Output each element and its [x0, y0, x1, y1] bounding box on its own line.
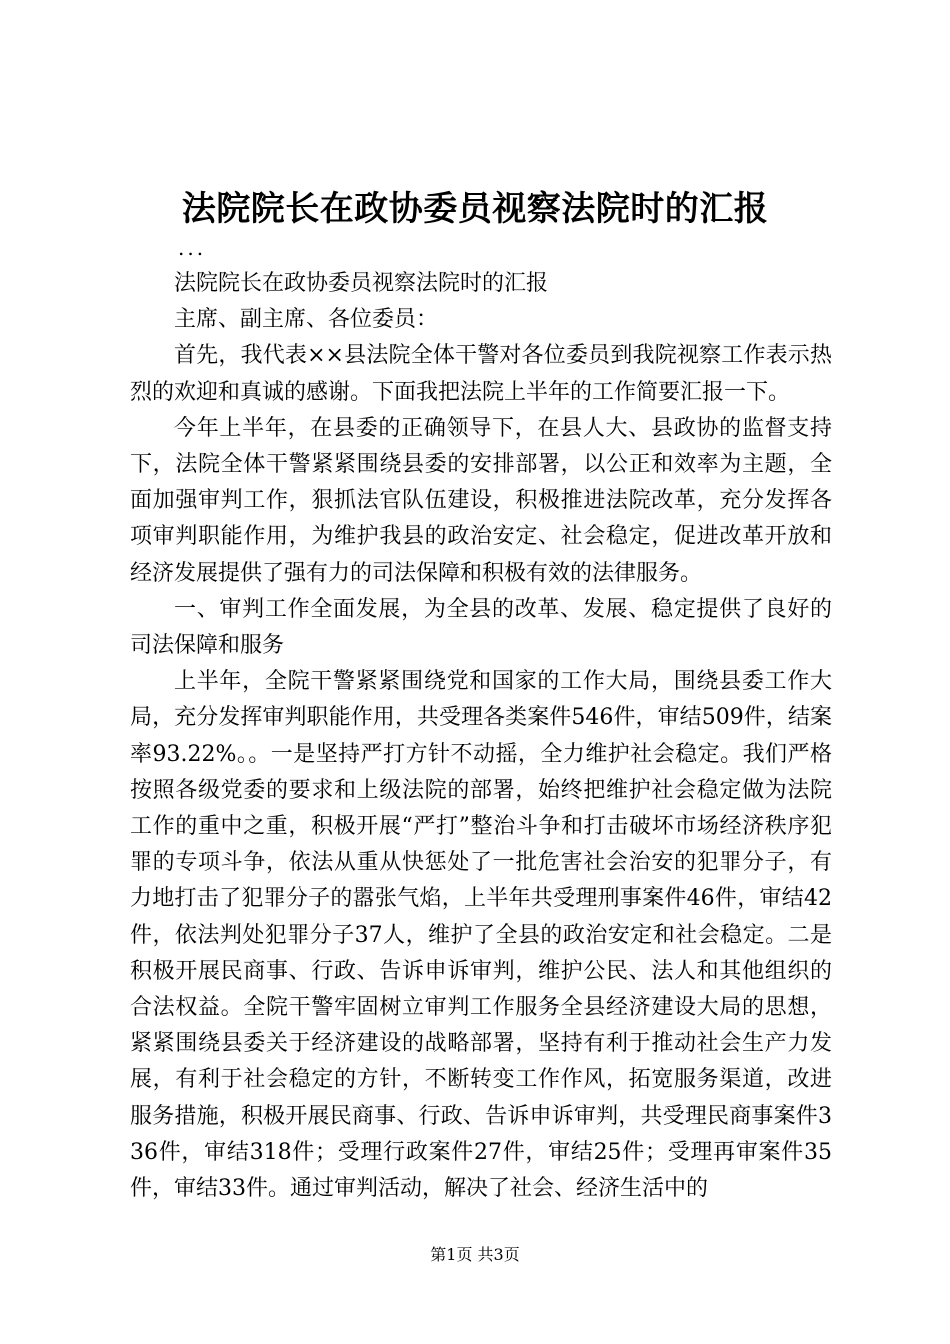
- paragraph-overview: 今年上半年，在县委的正确领导下，在县人大、县政协的监督支持下，法院全体干警紧紧围绕县委的安排部署，以公正和效率为主题，全面加强审判工作，狠抓法官队伍建设，积极推进法院改革，充分发挥各项审判职能作用，为维护我县的政治安定、社会稳定，促进改革开放和经济发展提供了强有力的司法保障和积极有效的法律服务。: [130, 415, 832, 586]
- paragraph-section-one-heading: 一、审判工作全面发展，为全县的改革、发展、稳定提供了良好的司法保障和服务: [130, 596, 832, 659]
- page-number-footer: 第1页 共3页: [430, 1245, 520, 1264]
- document-body: [130, 266, 832, 1207]
- document-title: 法院院长在政协委员视察法院时的汇报: [181, 189, 769, 229]
- ellipsis-marker: ...: [178, 236, 207, 260]
- paragraph-salutation: 主席、副主席、各位委员：: [174, 307, 439, 333]
- paragraph-opening: 首先，我代表××县法院全体干警对各位委员到我院视察工作表示热烈的欢迎和真诚的感谢。下面我把法院上半年的工作简要汇报一下。: [130, 343, 832, 405]
- paragraph-section-one-body: 上半年，全院干警紧紧围绕党和国家的工作大局，围绕县委工作大局，充分发挥审判职能作用，共受理各类案件546件，审结509件，结案率93.22%。。一是坚持严打方针不动摇，全力维护社会稳定。我们严格按照各级党委的要求和上级法院的部署，始终把维护社会稳定做为法院工作的重中之重，积极开展“严打”整治斗争和打击破坏市场经济秩序犯罪的专项斗争，依法从重从快惩处了一批危害社会治安的犯罪分子，有力地打击了犯罪分子的嚣张气焰，上半年共受理刑事案件46件，审结42件，依法判处犯罪分子37人，维护了全县的政治安定和社会稳定。二是积极开展民商事、行政、告诉申诉审判，维护公民、法人和其他组织的合法权益。全院干警牢固树立审判工作服务全县经济建设大局的思想，紧紧围绕县委关于经济建设的战略部署，坚持有利于推动社会生产力发展，有利于社会稳定的方针，不断转变工作作风，拓宽服务渠道，改进服务措施，积极开展民商事、行政、告诉申诉审判，共受理民商事案件336件，审结318件；受理行政案件27件，审结25件；受理再审案件35件，审结33件。通过审判活动，解决了社会、经济生活中的: [130, 669, 832, 1202]
- paragraph-heading-repeat: 法院院长在政协委员视察法院时的汇报: [174, 271, 549, 296]
